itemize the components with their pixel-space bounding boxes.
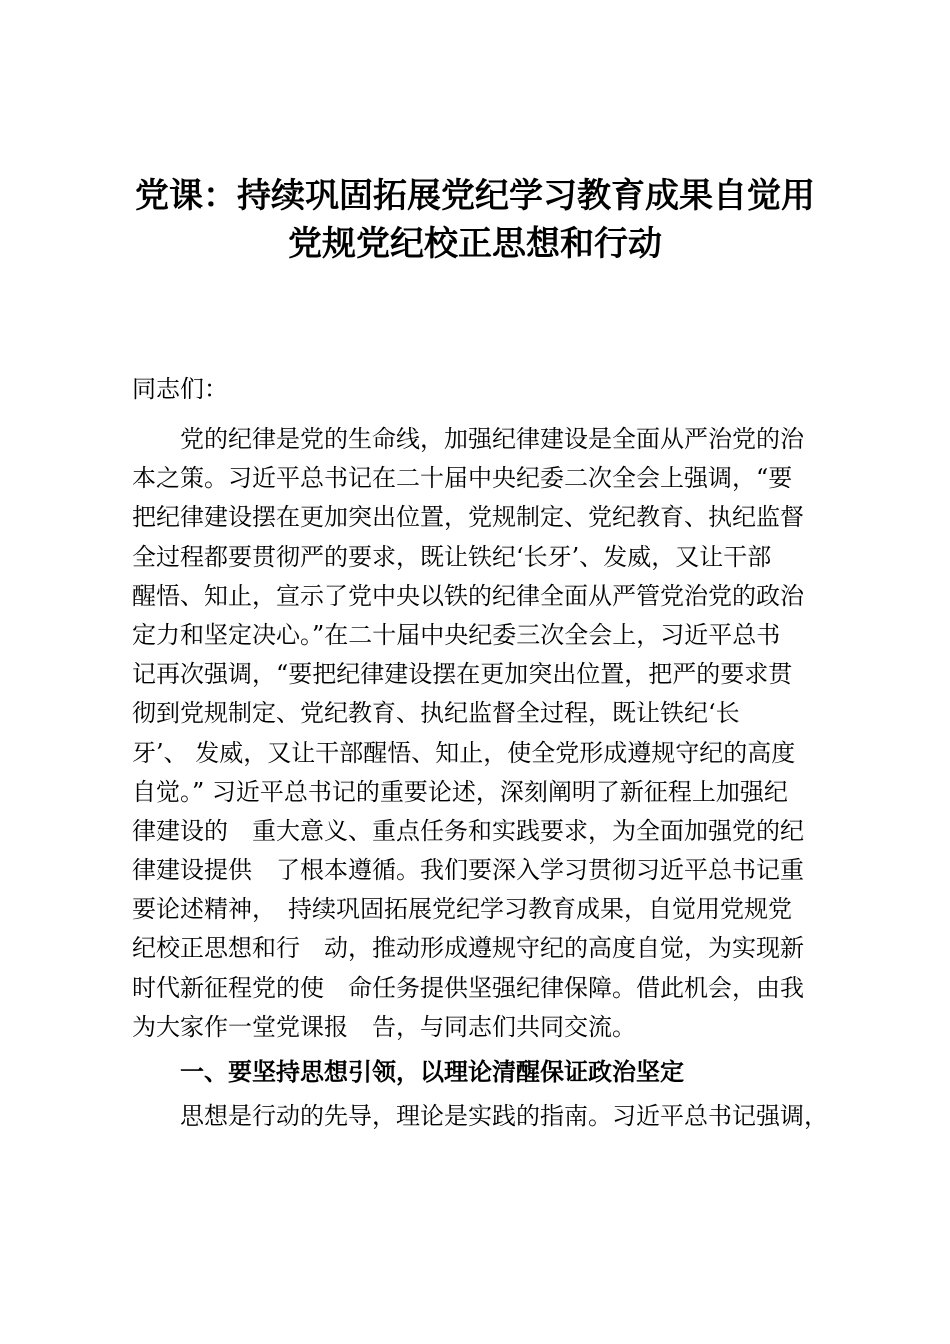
paragraph-line: 记再次强调，“要把纪律建设摆在更加突出位置，把严的要求贯 [132, 660, 793, 689]
paragraph-1 [132, 420, 842, 1047]
title-line-1: 党课：持续巩固拓展党纪学习教育成果自觉用 [135, 176, 815, 216]
paragraph-line: 要论述精神， 持续巩固拓展党纪学习教育成果，自觉用党规党 [132, 895, 792, 924]
title-line-2: 党规党纪校正思想和行动 [288, 224, 662, 264]
paragraph-2: 思想是行动的先导，理论是实践的指南。习近平总书记强调， [180, 1102, 828, 1130]
salutation: 同志们： [132, 375, 228, 403]
document-title [110, 172, 840, 268]
paragraph-line: 纪校正思想和行 动，推动形成遵规守纪的高度自觉，为实现新 [132, 934, 804, 963]
paragraph-line: 律建设提供 了根本遵循。我们要深入学习贯彻习近平总书记重 [132, 856, 804, 885]
paragraph-line: 把纪律建设摆在更加突出位置，党规制定、党纪教育、执纪监督 [132, 503, 804, 532]
paragraph-line: 彻到党规制定、党纪教育、执纪监督全过程，既让铁纪‘长 [132, 699, 740, 728]
paragraph-line: 牙’、 发威，又让干部醒悟、知止，使全党形成遵规守纪的高度 [132, 738, 796, 767]
paragraph-line: 时代新征程党的使 命任务提供坚强纪律保障。借此机会，由我 [132, 973, 804, 1002]
paragraph-line: 定力和坚定决心。”在二十届中央纪委三次全会上，习近平总书 [132, 620, 781, 649]
paragraph-line: 本之策。习近平总书记在二十届中央纪委二次全会上强调，“要 [132, 464, 793, 493]
paragraph-line: 自觉。” 习近平总书记的重要论述，深刻阐明了新征程上加强纪 [132, 777, 788, 806]
paragraph-line: 全过程都要贯彻严的要求，既让铁纪‘长牙’、发威，又让干部 [132, 542, 772, 571]
paragraph-line: 为大家作一堂党课报 告，与同志们共同交流。 [132, 1012, 636, 1041]
section-heading-1: 一、要坚持思想引领，以理论清醒保证政治坚定 [180, 1058, 684, 1086]
paragraph-line: 律建设的 重大意义、重点任务和实践要求，为全面加强党的纪 [132, 816, 804, 845]
paragraph-line: 党的纪律是党的生命线，加强纪律建设是全面从严治党的治 [180, 425, 804, 453]
paragraph-line: 醒悟、知止，宣示了党中央以铁的纪律全面从严管党治党的政治 [132, 581, 804, 610]
